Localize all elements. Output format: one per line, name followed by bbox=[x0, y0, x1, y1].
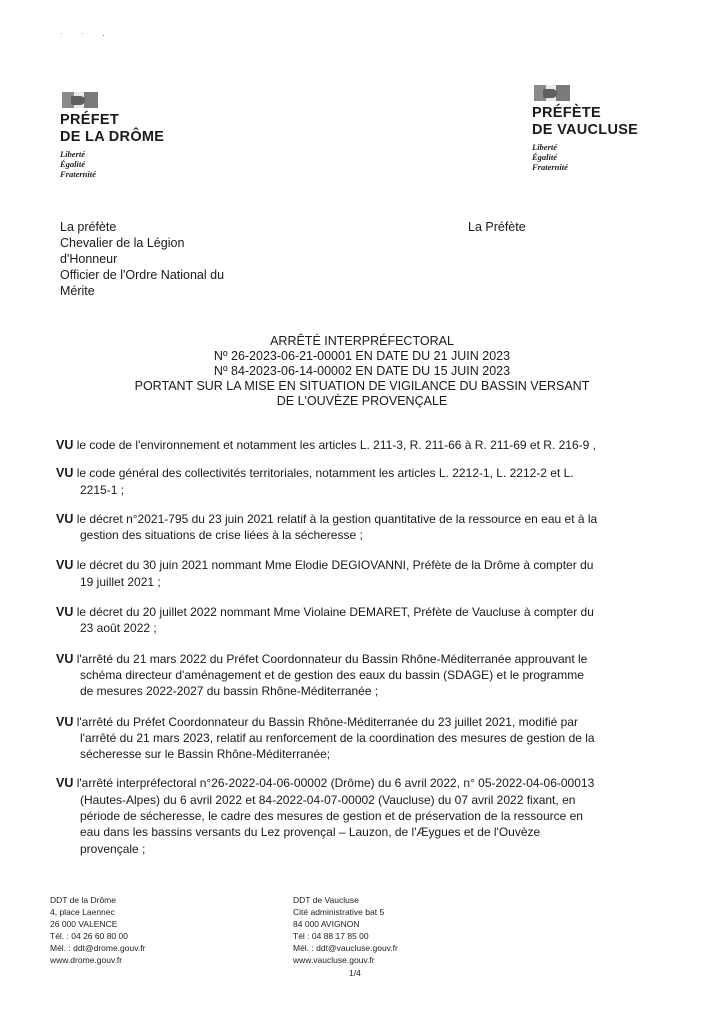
footer-line: 26 000 VALENCE bbox=[50, 919, 118, 929]
marianne-flag-icon bbox=[534, 85, 576, 101]
vu-text-line: eau dans les bassins versants du Lez provençal – Lauzon, de l'Æygues et de l'Ouvèze bbox=[80, 825, 541, 840]
footer-email: Mél. : ddt@vaucluse.gouv.fr bbox=[293, 943, 398, 953]
page-number: 1/4 bbox=[349, 968, 361, 978]
vu-text-line: 2215-1 ; bbox=[80, 482, 125, 497]
vu-text-line: le décret n°2021-795 du 23 juin 2021 relatif à la gestion quantitative de la ressource en eau et à la bbox=[76, 511, 598, 526]
title-line: ARRÊTÉ INTERPRÉFECTORAL bbox=[270, 334, 454, 348]
motto-line: Liberté bbox=[60, 149, 86, 159]
vu-text-line: schéma directeur d'aménagement et de gestion des eaux du bassin (SDAGE) et le programme bbox=[80, 667, 584, 682]
footer-line: Tél : 04 88 17 85 00 bbox=[293, 931, 369, 941]
motto-line: Égalité bbox=[60, 159, 86, 169]
logo-title-line: PRÉFET bbox=[60, 112, 119, 128]
marianne-flag-icon bbox=[62, 92, 104, 108]
vu-item bbox=[56, 714, 668, 763]
footer-ddt-drome bbox=[50, 894, 145, 966]
vu-keyword: VU bbox=[56, 438, 74, 452]
vu-text-line: provençale ; bbox=[80, 841, 146, 856]
vu-item bbox=[56, 511, 668, 544]
logo-title-line: DE LA DRÔME bbox=[60, 129, 165, 145]
decree-title bbox=[0, 334, 724, 409]
vu-keyword: VU bbox=[56, 466, 74, 481]
vu-item bbox=[56, 604, 668, 637]
footer-line: Cité administrative bat 5 bbox=[293, 907, 385, 917]
signatory-line: La Préfète bbox=[468, 220, 526, 234]
vu-text-line: sécheresse sur le Bassin Rhône-Méditerranée; bbox=[80, 747, 331, 762]
signatory-right bbox=[468, 219, 526, 235]
footer-line: DDT de Vaucluse bbox=[293, 895, 359, 905]
vu-text-line: l'arrêté du 21 mars 2022 du Préfet Coordonnateur du Bassin Rhône-Méditerranée approuvant le bbox=[76, 651, 588, 666]
vu-item bbox=[56, 651, 668, 700]
vu-text-line: le décret du 30 juin 2021 nommant Mme Elodie DEGIOVANNI, Préfète de la Drôme à compter du bbox=[76, 558, 594, 573]
signatory-left bbox=[60, 219, 224, 299]
vu-keyword: VU bbox=[56, 558, 74, 573]
vu-text-line: gestion des situations de crise liées à la sécheresse ; bbox=[80, 528, 363, 543]
footer-line: 4, place Laennec bbox=[50, 907, 115, 917]
vu-item bbox=[56, 465, 668, 498]
logo-title-line: PRÉFÈTE bbox=[532, 105, 601, 121]
title-line: PORTANT SUR LA MISE EN SITUATION DE VIGILANCE DU BASSIN VERSANT bbox=[134, 379, 590, 393]
scan-marks: ˑ ˑ · bbox=[60, 30, 113, 40]
signatory-line: La préfète bbox=[60, 220, 117, 234]
footer-website: www.drome.gouv.fr bbox=[50, 955, 123, 965]
vu-list bbox=[56, 437, 668, 857]
footer-line: 84 000 AVIGNON bbox=[293, 919, 360, 929]
vu-text-line: l'arrêté du Préfet Coordonnateur du Bassin Rhône-Méditerranée du 23 juillet 2021, modifié par bbox=[76, 714, 578, 729]
vu-keyword: VU bbox=[56, 714, 74, 729]
vu-text-line: le code de l'environnement et notamment les articles L. 211-3, R. 211-66 à R. 211-69 et R. 216-9 , bbox=[76, 438, 596, 452]
title-line: Nº 84-2023-06-14-00002 EN DATE DU 15 JUIN 2023 bbox=[213, 364, 511, 378]
signatory-line: Mérite bbox=[60, 284, 95, 298]
vu-item bbox=[56, 775, 668, 856]
vu-keyword: VU bbox=[56, 651, 74, 666]
footer-line: DDT de la Drôme bbox=[50, 895, 116, 905]
vu-text-line: l'arrêté interpréfectoral n°26-2022-04-06-00002 (Drôme) du 6 avril 2022, n° 05-2022-04-06-00013 bbox=[76, 776, 595, 791]
signatory-line: Officier de l'Ordre National du bbox=[60, 268, 225, 282]
motto-line: Égalité bbox=[532, 152, 558, 162]
footer-website: www.vaucluse.gouv.fr bbox=[293, 955, 375, 965]
vu-text-line: le code général des collectivités territoriales, notamment les articles L. 2212-1, L. 2212-2 et L. bbox=[76, 466, 574, 481]
footer-ddt-vaucluse bbox=[293, 894, 398, 966]
prefete-vaucluse-title bbox=[532, 105, 638, 139]
republic-motto bbox=[532, 142, 638, 172]
vu-text-line: l'arrêté du 21 mars 2023, relatif au renforcement de la coordination des mesures de gestion de la bbox=[80, 730, 595, 745]
title-line: DE L'OUVÈZE PROVENÇALE bbox=[276, 394, 448, 408]
logo-title-line: DE VAUCLUSE bbox=[532, 122, 639, 138]
vu-text-line: période de sécheresse, le cadre des mesures de gestion et de préservation de la ressource en bbox=[80, 809, 583, 824]
signatory-line: Chevalier de la Légion bbox=[60, 236, 185, 250]
vu-text-line: de mesures 2022-2027 du bassin Rhône-Méditerranée ; bbox=[80, 684, 379, 699]
vu-item bbox=[56, 557, 668, 590]
prefete-vaucluse-logo bbox=[532, 85, 638, 172]
motto-line: Liberté bbox=[532, 142, 558, 152]
vu-keyword: VU bbox=[56, 776, 74, 791]
republic-motto bbox=[60, 149, 164, 179]
prefet-drome-title bbox=[60, 112, 164, 146]
vu-text-line: (Hautes-Alpes) du 6 avril 2022 et 84-2022-04-07-00002 (Vaucluse) du 07 avril 2022 fixant, en bbox=[80, 792, 576, 807]
motto-line: Fraternité bbox=[532, 162, 568, 172]
vu-text-line: 19 juillet 2021 ; bbox=[80, 574, 161, 589]
footer-email: Mél. : ddt@drome.gouv.fr bbox=[50, 943, 146, 953]
vu-keyword: VU bbox=[56, 605, 74, 620]
signatory-line: d'Honneur bbox=[60, 252, 118, 266]
title-line: Nº 26-2023-06-21-00001 EN DATE DU 21 JUIN 2023 bbox=[213, 349, 511, 363]
prefet-drome-logo bbox=[60, 92, 164, 179]
motto-line: Fraternité bbox=[60, 169, 96, 179]
vu-item bbox=[56, 437, 668, 453]
vu-text-line: 23 août 2022 ; bbox=[80, 621, 157, 636]
footer-line: Tél. : 04 26 60 80 00 bbox=[50, 931, 128, 941]
vu-text-line: le décret du 20 juillet 2022 nommant Mme Violaine DEMARET, Préfète de Vaucluse à compter du bbox=[76, 605, 594, 620]
vu-keyword: VU bbox=[56, 511, 74, 526]
